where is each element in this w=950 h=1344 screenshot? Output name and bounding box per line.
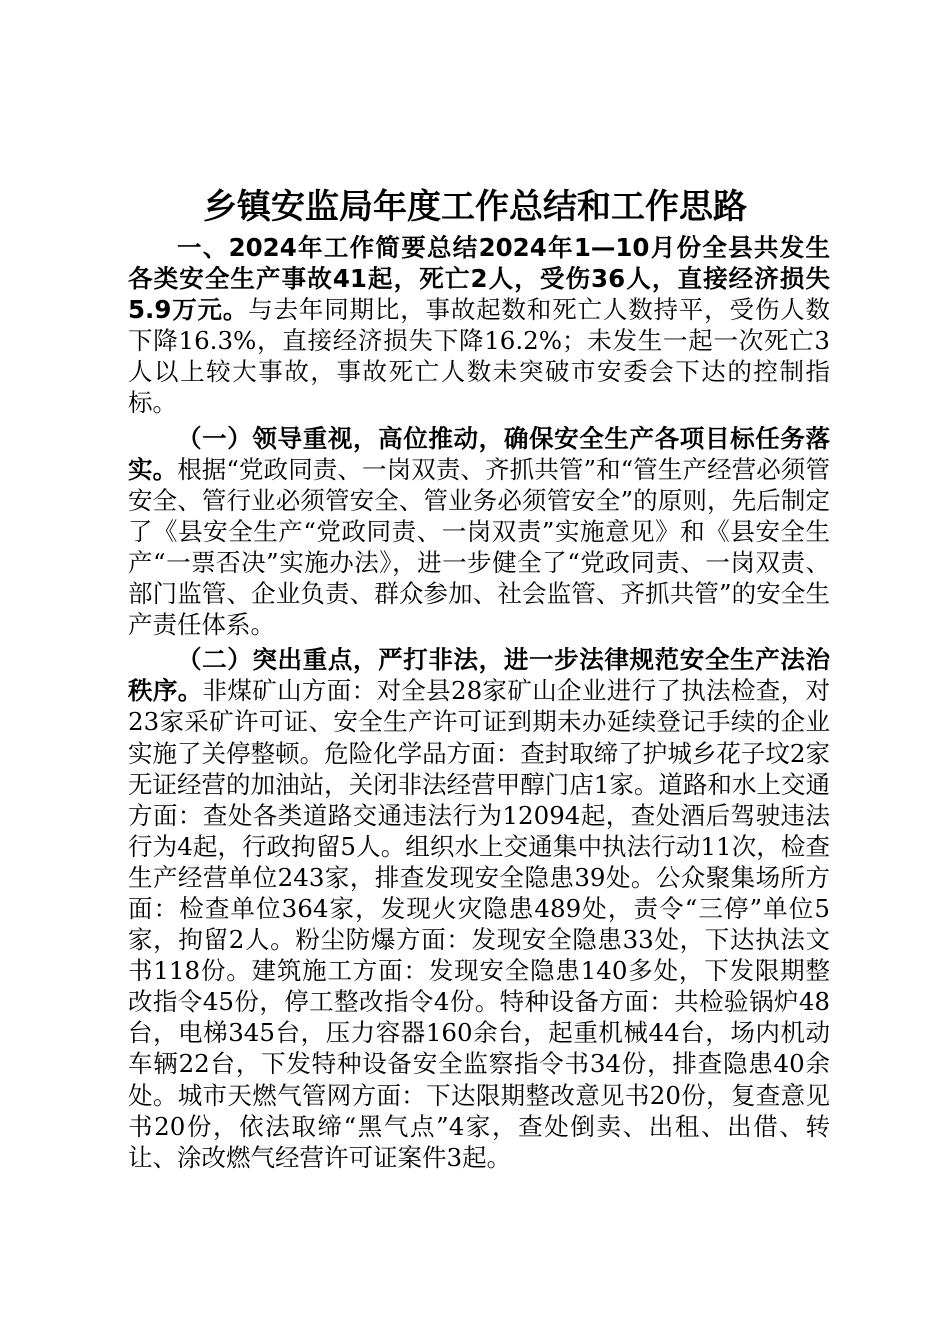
paragraph-summary: [128, 232, 830, 419]
document-title: 乡镇安监局年度工作总结和工作思路: [203, 187, 747, 227]
paragraph-text: 非煤矿山方面：对全县28家矿山企业进行了执法检查，对23家采矿许可证、安全生产许可证到期未办延续登记手续的企业实施了关停整顿。危险化学品方面：查封取缔了护城乡花子坟2家无证经营的加油站，关闭非法经营甲醇门店1家。道路和水上交通方面：查处各类道路交通违法行为12094起，查处酒后驾驶违法行为4起，行政拘留5人。组织水上交通集中执法行动11次，检查生产经营单位243家，排查发现安全隐患39处。公众聚集场所方面：检查单位364家，发现火灾隐患489处，责令“三停”单位5家，拘留2人。粉尘防爆方面：发现安全隐患33处，下达执法文书118份。建筑施工方面：发现安全隐患140多处，下发限期整改指令45份，停工整改指令4份。特种设备方面：共检验锅炉48台，电梯345台，压力容器160余台，起重机械44台，场内机动车辆22台，下发特种设备安全监察指令书34份，排查隐患40余处。城市天燃气管网方面：下达限期整改意见书20份，复查意见书20份，依法取缔“黑气点”4家，查处倒卖、出租、出借、转让、涂改燃气经营许可证案件3起。: [128, 676, 830, 1172]
paragraph-text: 根据“党政同责、一岗双责、齐抓共管”和“管生产经营必须管安全、管行业必须管安全、管业务必须管安全”的原则，先后制定了《县安全生产“党政同责、一岗双责”实施意见》和《县安全生产“一票否决”实施办法》，进一步健全了“党政同责、一岗双责、部门监管、企业负责、群众参加、社会监管、齐抓共管”的安全生产责任体系。: [128, 454, 830, 640]
paragraph-lead: （一）领导重视，高位推动，确保安全生产各项目标任务落实。: [128, 423, 830, 484]
document-body: [128, 232, 830, 1173]
paragraph-text: 与去年同期比，事故起数和死亡人数持平，受伤人数下降16.3%，直接经济损失下降16.2%；未发生一起一次死亡3人以上较大事故，事故死亡人数未突破市安委会下达的控制指标。: [128, 295, 831, 418]
paragraph-lead: （二）突出重点，严打非法，进一步法律规范安全生产法治秩序。: [128, 645, 830, 706]
paragraph-section-2: [128, 644, 830, 1173]
paragraph-lead: 一、2024年工作简要总结2024年1—10月份全县共发生各类安全生产事故41起，死亡2人，受伤36人，直接经济损失5.9万元。: [128, 233, 830, 325]
paragraph-section-1: [128, 423, 830, 641]
